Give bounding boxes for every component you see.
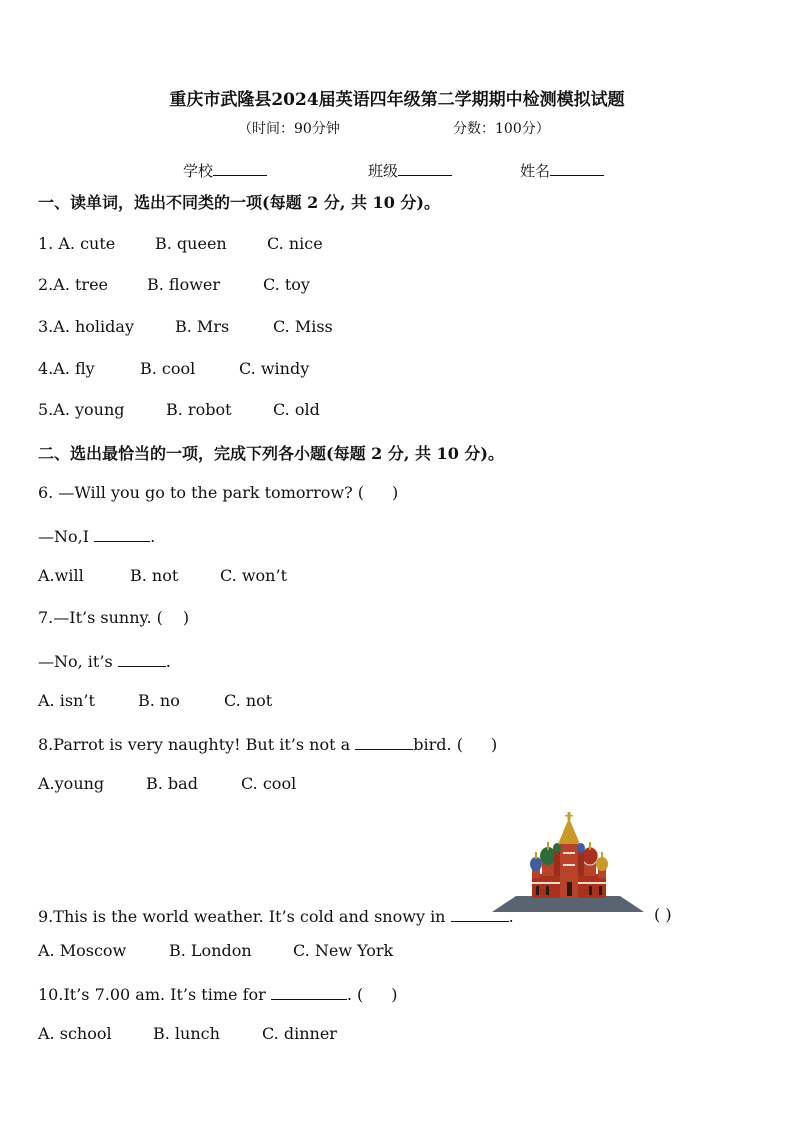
page-title: 重庆市武隆县2024届英语四年级第二学期期中检测模拟试题 xyxy=(169,90,625,110)
q7-stem: 7.—It’s sunny. ( xyxy=(38,608,163,627)
q6-close: ) xyxy=(392,483,399,502)
q3-option-b: B. Mrs xyxy=(175,317,230,336)
question-5 xyxy=(38,400,320,419)
name-blank xyxy=(550,160,604,176)
q10-end: . ( xyxy=(346,985,364,1004)
question-10-options xyxy=(38,1024,337,1043)
q8-close: ) xyxy=(490,735,498,754)
school-field xyxy=(183,160,267,181)
q10-option-b: B. lunch xyxy=(153,1024,220,1043)
q4-option-c: C. windy xyxy=(239,359,310,378)
section1-title: 一、读单词，选出不同类的一项(每题 2 分, 共 10 分)。 xyxy=(38,193,440,212)
q9-stem: 9.This is the world weather. It’s cold and snowy in xyxy=(38,907,446,926)
q2-option-c: C. toy xyxy=(263,275,310,294)
question-6-options xyxy=(38,566,287,585)
q9-option-a: A. Moscow xyxy=(38,941,127,960)
q9-option-c: C. New York xyxy=(293,941,394,960)
question-7 xyxy=(38,608,189,627)
q7-option-b: B. no xyxy=(138,691,180,710)
q8-end: bird. ( xyxy=(413,735,463,754)
question-8-options xyxy=(38,774,296,793)
q6-blank xyxy=(94,525,150,542)
q6-reply-end: . xyxy=(150,527,156,546)
q10-stem: 10.It’s 7.00 am. It’s time for xyxy=(38,985,266,1004)
q7-blank xyxy=(118,650,166,667)
question-2 xyxy=(38,275,310,294)
q4-option-a: 4.A. fly xyxy=(38,359,95,378)
question-9 xyxy=(38,905,514,926)
question-1 xyxy=(38,234,323,253)
school-blank xyxy=(213,160,267,176)
question-10 xyxy=(38,983,398,1004)
q3-option-a: 3.A. holiday xyxy=(38,317,134,336)
q10-blank xyxy=(271,983,347,1000)
q1-option-a: 1. A. cute xyxy=(38,234,116,253)
question-6 xyxy=(38,483,398,502)
question-3 xyxy=(38,317,333,336)
q7-option-a: A. isn’t xyxy=(38,691,95,710)
q9-end: . xyxy=(508,907,514,926)
q9-option-b: B. London xyxy=(169,941,252,960)
q7-reply-end: . xyxy=(165,652,171,671)
q5-option-b: B. robot xyxy=(166,400,232,419)
q7-reply: —No, it’s xyxy=(38,652,113,671)
q4-option-b: B. cool xyxy=(140,359,196,378)
question-6-reply xyxy=(38,525,155,546)
q6-option-a: A.will xyxy=(38,566,84,585)
question-7-reply xyxy=(38,650,171,671)
q9-paren: ( ) xyxy=(654,905,672,924)
question-4 xyxy=(38,359,309,378)
q2-option-b: B. flower xyxy=(147,275,221,294)
q7-close: ) xyxy=(182,608,190,627)
q3-option-c: C. Miss xyxy=(273,317,333,336)
question-9-options xyxy=(38,941,393,960)
q2-option-a: 2.A. tree xyxy=(38,275,109,294)
section2-title: 二、选出最恰当的一项，完成下列各小题(每题 2 分, 共 10 分)。 xyxy=(38,444,504,463)
q8-option-b: B. bad xyxy=(146,774,198,793)
q7-option-c: C. not xyxy=(224,691,273,710)
class-label: 班级 xyxy=(368,162,399,180)
q6-option-c: C. won’t xyxy=(220,566,287,585)
q6-stem: 6. —Will you go to the park tomorrow? ( xyxy=(38,483,365,502)
q1-option-b: B. queen xyxy=(155,234,227,253)
q10-option-c: C. dinner xyxy=(262,1024,337,1043)
class-field xyxy=(368,160,452,181)
name-label: 姓名 xyxy=(520,162,551,180)
name-field xyxy=(520,160,604,181)
q8-stem: 8.Parrot is very naughty! But it’s not a xyxy=(38,735,351,754)
q5-option-c: C. old xyxy=(273,400,320,419)
q6-reply: —No,I xyxy=(38,527,90,546)
q6-option-b: B. not xyxy=(130,566,179,585)
question-7-options xyxy=(38,691,272,710)
class-blank xyxy=(398,160,452,176)
q10-option-a: A. school xyxy=(38,1024,112,1043)
q8-blank xyxy=(355,733,413,750)
moscow-cathedral-image xyxy=(492,812,644,914)
time-info: （时间：90分钟 xyxy=(238,121,340,137)
q5-option-a: 5.A. young xyxy=(38,400,125,419)
q9-blank xyxy=(451,905,509,922)
school-label: 学校 xyxy=(183,162,214,180)
q10-close: ) xyxy=(391,985,398,1004)
q8-option-c: C. cool xyxy=(241,774,297,793)
score-info: 分数：100分） xyxy=(453,121,550,137)
question-8 xyxy=(38,733,497,754)
q8-option-a: A.young xyxy=(38,774,105,793)
q1-option-c: C. nice xyxy=(267,234,323,253)
